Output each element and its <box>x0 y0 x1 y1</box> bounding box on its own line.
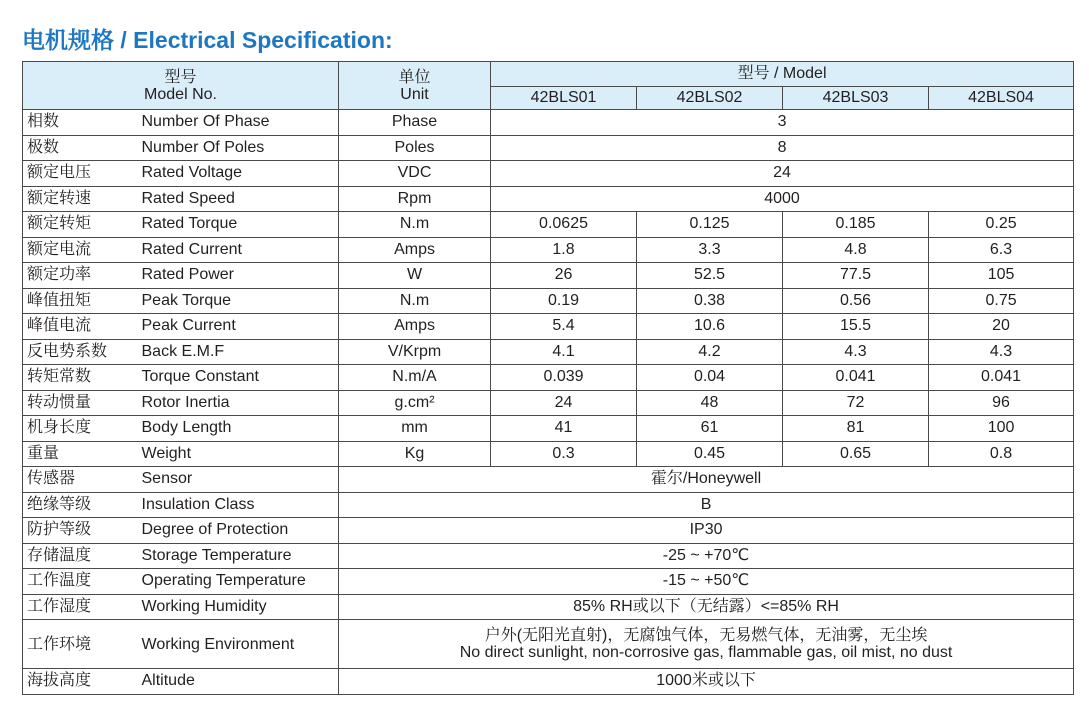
param-name-en: Number Of Poles <box>138 135 339 161</box>
param-value: 26 <box>491 263 637 289</box>
param-name-en: Rated Power <box>138 263 339 289</box>
param-value: 10.6 <box>637 314 783 340</box>
param-name-en: Sensor <box>138 467 339 493</box>
param-value: 0.45 <box>637 441 783 467</box>
param-value: 8 <box>491 135 1074 161</box>
param-name-en: Working Humidity <box>138 594 339 620</box>
model-no-en: Model No. <box>144 85 217 103</box>
param-unit: g.cm² <box>339 390 491 416</box>
param-name-en: Body Length <box>138 416 339 442</box>
model-no-header <box>23 62 339 110</box>
param-value: 72 <box>783 390 929 416</box>
param-value: 24 <box>491 390 637 416</box>
param-name-en: Rotor Inertia <box>138 390 339 416</box>
param-name-zh: 工作环境 <box>23 620 138 669</box>
param-value: 4000 <box>491 186 1074 212</box>
table-row <box>23 110 1074 136</box>
table-row <box>23 135 1074 161</box>
model-header: 42BLS02 <box>637 87 783 110</box>
param-value: 24 <box>491 161 1074 187</box>
param-name-zh: 重量 <box>23 441 138 467</box>
model-header: 42BLS01 <box>491 87 637 110</box>
table-row <box>23 669 1074 695</box>
param-name-zh: 转动惯量 <box>23 390 138 416</box>
param-value: 81 <box>783 416 929 442</box>
param-value: 0.25 <box>929 212 1074 238</box>
param-value: 61 <box>637 416 783 442</box>
environment-en: No direct sunlight, non-corrosive gas, flammable gas, oil mist, no dust <box>459 644 953 661</box>
param-value: 0.0625 <box>491 212 637 238</box>
header-row <box>23 62 1074 87</box>
param-value: 85% RH或以下（无结露）<=85% RH <box>339 594 1074 620</box>
param-value: -25 ~ +70℃ <box>339 543 1074 569</box>
param-name-en: Rated Current <box>138 237 339 263</box>
param-value: 0.041 <box>783 365 929 391</box>
param-unit: Amps <box>339 237 491 263</box>
table-row <box>23 186 1074 212</box>
param-value: 0.04 <box>637 365 783 391</box>
param-value: 0.039 <box>491 365 637 391</box>
param-name-zh: 工作湿度 <box>23 594 138 620</box>
table-row <box>23 339 1074 365</box>
table-row <box>23 492 1074 518</box>
param-value: 105 <box>929 263 1074 289</box>
param-unit: Kg <box>339 441 491 467</box>
param-value: 5.4 <box>491 314 637 340</box>
param-name-en: Back E.M.F <box>138 339 339 365</box>
param-unit: V/Krpm <box>339 339 491 365</box>
param-unit: N.m <box>339 288 491 314</box>
table-row <box>23 569 1074 595</box>
table-row <box>23 620 1074 669</box>
table-row <box>23 161 1074 187</box>
param-name-zh: 额定转速 <box>23 186 138 212</box>
param-unit: Rpm <box>339 186 491 212</box>
param-name-zh: 机身长度 <box>23 416 138 442</box>
param-value: 41 <box>491 416 637 442</box>
page-title: 电机规格 / Electrical Specification: <box>22 27 393 53</box>
table-row <box>23 390 1074 416</box>
param-name-en: Rated Torque <box>138 212 339 238</box>
param-name-zh: 转矩常数 <box>23 365 138 391</box>
param-name-zh: 相数 <box>23 110 138 136</box>
environment-zh: 户外(无阳光直射)，无腐蚀气体，无易燃气体，无油雾，无尘埃 <box>484 627 928 644</box>
table-row <box>23 314 1074 340</box>
param-value: 霍尔/Honeywell <box>339 467 1074 493</box>
param-value: 0.041 <box>929 365 1074 391</box>
table-row <box>23 237 1074 263</box>
param-name-zh: 传感器 <box>23 467 138 493</box>
param-unit: W <box>339 263 491 289</box>
param-value: 0.75 <box>929 288 1074 314</box>
param-value: 4.8 <box>783 237 929 263</box>
param-name-en: Working Environment <box>138 620 339 669</box>
table-row <box>23 467 1074 493</box>
param-name-zh: 海拔高度 <box>23 669 138 695</box>
param-value: 0.8 <box>929 441 1074 467</box>
table-row <box>23 212 1074 238</box>
param-value: B <box>339 492 1074 518</box>
param-name-zh: 额定电压 <box>23 161 138 187</box>
param-value: 15.5 <box>783 314 929 340</box>
table-row <box>23 518 1074 544</box>
param-name-en: Weight <box>138 441 339 467</box>
param-value: 48 <box>637 390 783 416</box>
param-unit: Amps <box>339 314 491 340</box>
param-name-en: Degree of Protection <box>138 518 339 544</box>
param-name-en: Rated Speed <box>138 186 339 212</box>
unit-zh: 单位 <box>398 68 431 86</box>
model-group-header: 型号 / Model <box>491 62 1074 87</box>
param-value: IP30 <box>339 518 1074 544</box>
param-name-en: Rated Voltage <box>138 161 339 187</box>
param-value: 0.3 <box>491 441 637 467</box>
param-name-zh: 极数 <box>23 135 138 161</box>
param-name-zh: 额定转矩 <box>23 212 138 238</box>
param-name-en: Storage Temperature <box>138 543 339 569</box>
param-name-zh: 工作温度 <box>23 569 138 595</box>
param-name-en: Operating Temperature <box>138 569 339 595</box>
table-row <box>23 263 1074 289</box>
param-value: 52.5 <box>637 263 783 289</box>
param-value: 1000米或以下 <box>339 669 1074 695</box>
param-value: 3.3 <box>637 237 783 263</box>
param-value: 0.56 <box>783 288 929 314</box>
param-value: 4.2 <box>637 339 783 365</box>
unit-header <box>339 62 491 110</box>
param-name-zh: 额定功率 <box>23 263 138 289</box>
param-value: -15 ~ +50℃ <box>339 569 1074 595</box>
model-header: 42BLS03 <box>783 87 929 110</box>
model-header: 42BLS04 <box>929 87 1074 110</box>
param-name-en: Peak Current <box>138 314 339 340</box>
param-name-zh: 峰值电流 <box>23 314 138 340</box>
param-name-zh: 绝缘等级 <box>23 492 138 518</box>
param-name-en: Torque Constant <box>138 365 339 391</box>
param-value: 100 <box>929 416 1074 442</box>
param-name-en: Number Of Phase <box>138 110 339 136</box>
model-no-zh: 型号 <box>164 68 197 86</box>
param-name-zh: 峰值扭矩 <box>23 288 138 314</box>
param-value: 77.5 <box>783 263 929 289</box>
param-unit: N.m/A <box>339 365 491 391</box>
table-row <box>23 543 1074 569</box>
param-unit: mm <box>339 416 491 442</box>
param-unit: Phase <box>339 110 491 136</box>
table-row <box>23 365 1074 391</box>
param-unit: Poles <box>339 135 491 161</box>
param-name-en: Peak Torque <box>138 288 339 314</box>
param-value <box>339 620 1074 669</box>
param-unit: VDC <box>339 161 491 187</box>
param-value: 4.3 <box>929 339 1074 365</box>
unit-en: Unit <box>400 85 429 103</box>
param-name-zh: 反电势系数 <box>23 339 138 365</box>
table-row <box>23 441 1074 467</box>
param-value: 0.38 <box>637 288 783 314</box>
param-name-zh: 额定电流 <box>23 237 138 263</box>
param-name-zh: 防护等级 <box>23 518 138 544</box>
param-value: 1.8 <box>491 237 637 263</box>
param-value: 4.3 <box>783 339 929 365</box>
param-value: 0.65 <box>783 441 929 467</box>
param-name-en: Insulation Class <box>138 492 339 518</box>
param-unit: N.m <box>339 212 491 238</box>
spec-table <box>22 61 1074 695</box>
param-value: 0.125 <box>637 212 783 238</box>
param-value: 4.1 <box>491 339 637 365</box>
param-name-zh: 存储温度 <box>23 543 138 569</box>
param-value: 0.185 <box>783 212 929 238</box>
table-row <box>23 416 1074 442</box>
param-value: 3 <box>491 110 1074 136</box>
param-value: 20 <box>929 314 1074 340</box>
param-value: 6.3 <box>929 237 1074 263</box>
param-value: 96 <box>929 390 1074 416</box>
param-name-en: Altitude <box>138 669 339 695</box>
table-row <box>23 594 1074 620</box>
table-row <box>23 288 1074 314</box>
param-value: 0.19 <box>491 288 637 314</box>
